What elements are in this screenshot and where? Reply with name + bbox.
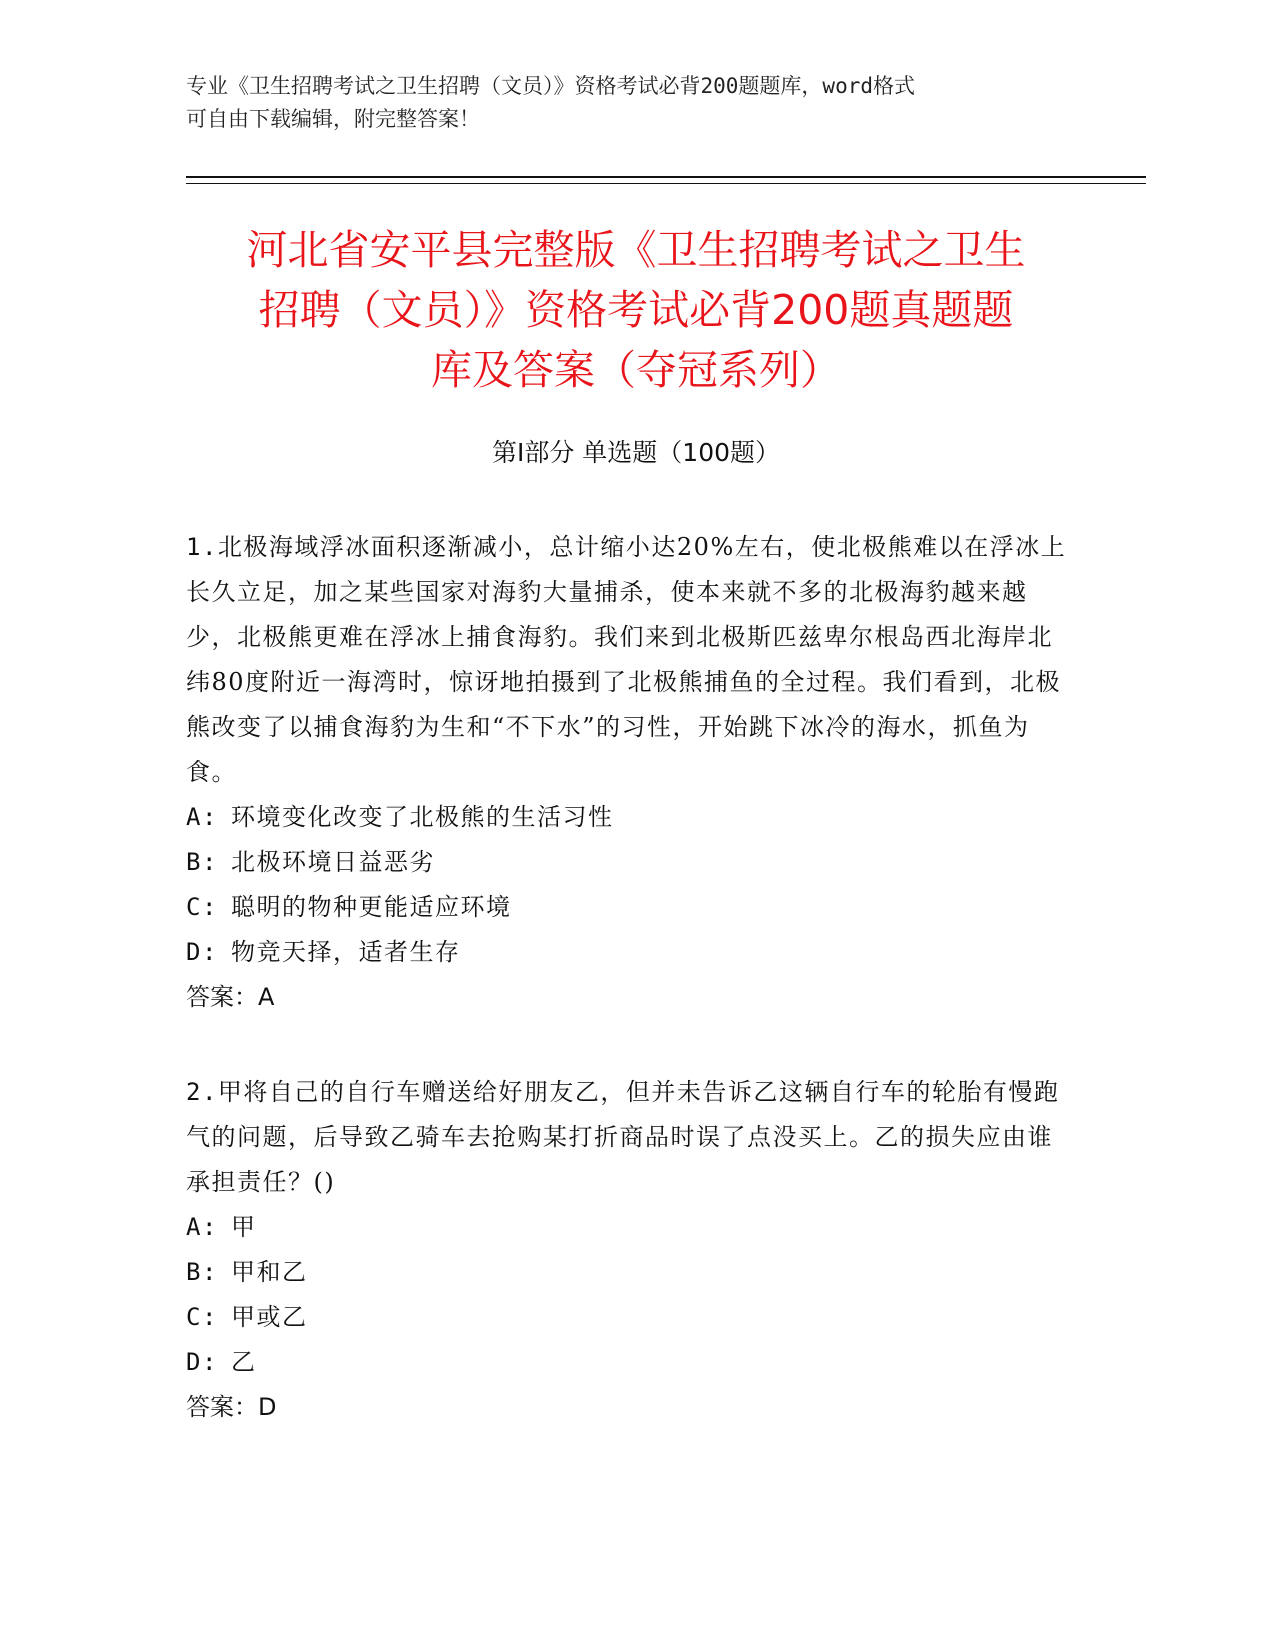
question-stem: [186, 525, 1076, 795]
option-text: 物竞天择，适者生存: [231, 938, 461, 966]
option-letter: D:: [186, 1348, 218, 1376]
header-note: [186, 70, 1066, 136]
option-letter: C:: [186, 1303, 218, 1331]
header-note-line1: 专业《卫生招聘考试之卫生招聘（文员）》资格考试必背200题题库，word格式: [186, 74, 915, 98]
option-a: [186, 1205, 1076, 1250]
option-letter: C:: [186, 893, 218, 921]
question-text: 甲将自己的自行车赠送给好朋友乙，但并未告诉乙这辆自行车的轮胎有慢跑气的问题，后导致乙骑车去抢购某打折商品时误了点没买上。乙的损失应由谁承担责任？(): [186, 1078, 1060, 1196]
question-2: [186, 1070, 1076, 1430]
question-text: 北极海域浮冰面积逐渐减小，总计缩小达20%左右，使北极熊难以在浮冰上长久立足，加之某些国家对海豹大量捕杀，使本来就不多的北极海豹越来越少，北极熊更难在浮冰上捕食海豹。我们来到北极斯匹兹卑尔根岛西北海岸北纬80度附近一海湾时，惊讶地拍摄到了北极熊捕鱼的全过程。我们看到，北极熊改变了以捕食海豹为生和“不下水”的习性，开始跳下冰冷的海水，抓鱼为食。: [186, 533, 1067, 786]
option-c: [186, 885, 1076, 930]
document-title: [186, 220, 1086, 400]
option-d: [186, 1340, 1076, 1385]
option-letter: B:: [186, 1258, 218, 1286]
option-text: 北极环境日益恶劣: [231, 848, 435, 876]
option-d: [186, 930, 1076, 975]
header-note-line2: 可自由下载编辑，附完整答案！: [186, 107, 480, 131]
option-b: [186, 1250, 1076, 1295]
option-text: 环境变化改变了北极熊的生活习性: [231, 803, 614, 831]
option-a: [186, 795, 1076, 840]
answer-line: 答案：D: [186, 1393, 277, 1421]
title-line3: 库及答案（夺冠系列）: [431, 346, 841, 394]
question-stem: [186, 1070, 1076, 1205]
option-letter: A:: [186, 1213, 218, 1241]
option-text: 聪明的物种更能适应环境: [231, 893, 512, 921]
title-line2: 招聘（文员）》资格考试必背200题真题题: [258, 286, 1014, 334]
option-text: 甲和乙: [231, 1258, 308, 1286]
header-divider-thick: [186, 176, 1146, 178]
option-letter: A:: [186, 803, 218, 831]
section-heading: 第Ⅰ部分 单选题（100题）: [491, 438, 781, 467]
title-line1: 河北省安平县完整版《卫生招聘考试之卫生: [246, 226, 1026, 274]
answer-line: 答案：A: [186, 983, 275, 1011]
option-b: [186, 840, 1076, 885]
option-letter: B:: [186, 848, 218, 876]
option-text: 甲或乙: [231, 1303, 308, 1331]
option-c: [186, 1295, 1076, 1340]
option-text: 甲: [231, 1213, 257, 1241]
question-number: 1.: [186, 533, 218, 561]
question-number: 2.: [186, 1078, 218, 1106]
option-letter: D:: [186, 938, 218, 966]
option-text: 乙: [231, 1348, 257, 1376]
header-divider-thin: [186, 183, 1146, 184]
question-1: [186, 525, 1076, 1020]
